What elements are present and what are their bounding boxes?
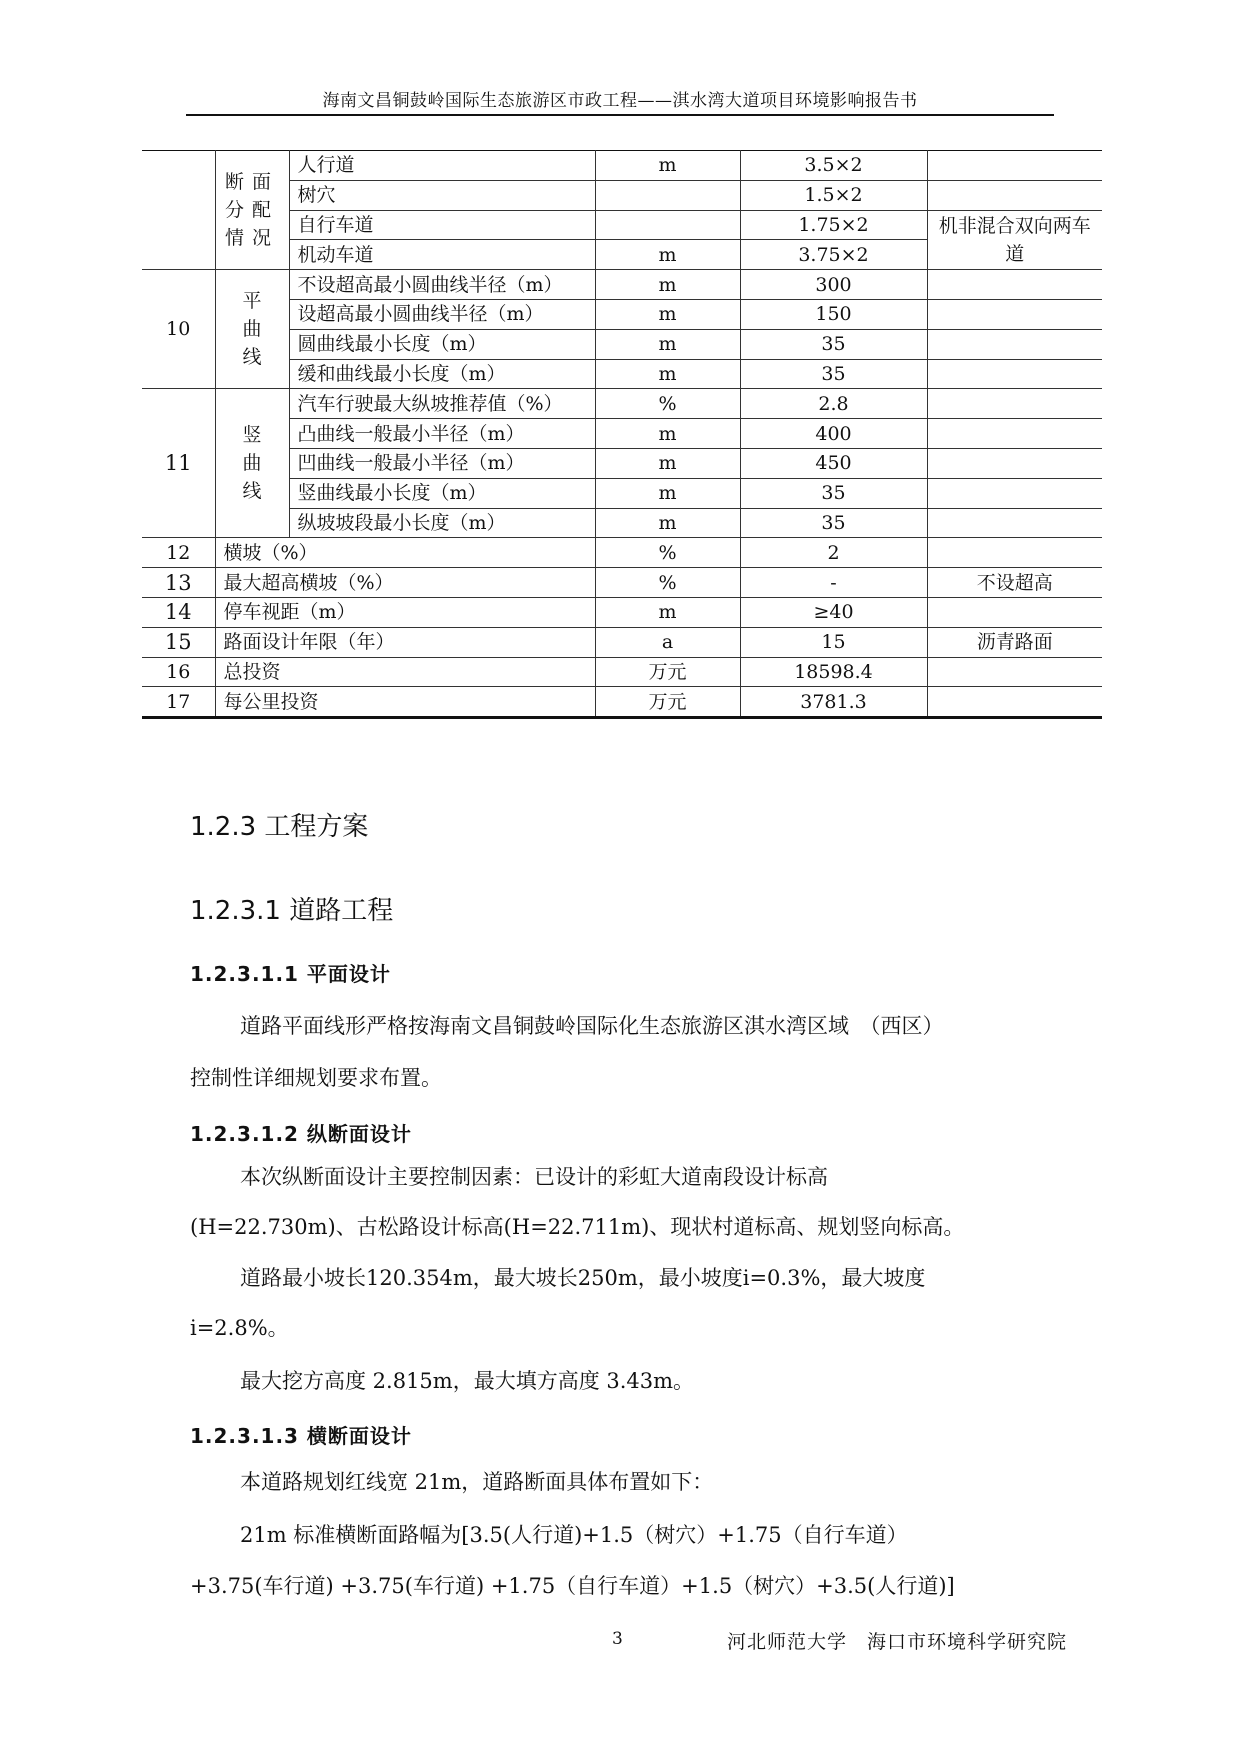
section-heading-1-2-3-1-3: 1.2.3.1.3 横断面设计 bbox=[190, 1424, 412, 1448]
paragraph-line: i=2.8%。 bbox=[190, 1316, 289, 1340]
row-number: 11 bbox=[142, 389, 215, 538]
value: 1.75×2 bbox=[740, 210, 927, 240]
footer-organization: 河北师范大学 海口市环境科学研究院 bbox=[727, 1631, 1068, 1653]
paragraph-line: 道路最小坡长120.354m，最大坡长250m，最小坡度i=0.3%，最大坡度 bbox=[240, 1266, 926, 1290]
unit bbox=[595, 180, 740, 210]
note: 机非混合双向两车道 bbox=[927, 210, 1102, 270]
item-name: 自行车道 bbox=[289, 210, 595, 240]
unit: m bbox=[595, 448, 740, 478]
value: 400 bbox=[740, 419, 927, 449]
paragraph-line: 最大挖方高度 2.815m，最大填方高度 3.43m。 bbox=[240, 1369, 695, 1393]
spec-table bbox=[142, 150, 1102, 719]
section-heading-1-2-3-1-1: 1.2.3.1.1 平面设计 bbox=[190, 962, 391, 986]
item-name: 路面设计年限（年） bbox=[215, 627, 595, 657]
note bbox=[927, 478, 1102, 508]
value: 15 bbox=[740, 627, 927, 657]
item-name: 凹曲线一般最小半径（m） bbox=[289, 448, 595, 478]
section-heading-1-2-3-1-2: 1.2.3.1.2 纵断面设计 bbox=[190, 1122, 412, 1146]
item-name: 设超高最小圆曲线半径（m） bbox=[289, 299, 595, 329]
note bbox=[927, 657, 1102, 687]
unit: m bbox=[595, 478, 740, 508]
item-name: 圆曲线最小长度（m） bbox=[289, 329, 595, 359]
paragraph-line: 本次纵断面设计主要控制因素：已设计的彩虹大道南段设计标高 bbox=[240, 1165, 828, 1189]
note bbox=[927, 687, 1102, 718]
value: 1.5×2 bbox=[740, 180, 927, 210]
item-name: 汽车行驶最大纵坡推荐值（%） bbox=[289, 389, 595, 419]
value: 3.75×2 bbox=[740, 240, 927, 270]
value: 450 bbox=[740, 448, 927, 478]
paragraph-line: 控制性详细规划要求布置。 bbox=[190, 1066, 442, 1090]
item-name: 缓和曲线最小长度（m） bbox=[289, 359, 595, 389]
item-name: 人行道 bbox=[289, 151, 595, 181]
item-name: 竖曲线最小长度（m） bbox=[289, 478, 595, 508]
row-number: 10 bbox=[142, 270, 215, 389]
group-label: 断面分配情况 bbox=[215, 151, 289, 270]
unit: m bbox=[595, 299, 740, 329]
table-row bbox=[142, 657, 1102, 687]
note bbox=[927, 359, 1102, 389]
paragraph-line: (H=22.730m)、古松路设计标高(H=22.711m)、现状村道标高、规划竖向标高。 bbox=[190, 1215, 965, 1239]
item-name: 树穴 bbox=[289, 180, 595, 210]
row-number: 13 bbox=[142, 568, 215, 598]
paragraph-line: +3.75(车行道) +3.75(车行道) +1.75（自行车道）+1.5（树穴）+3.5(人行道)] bbox=[190, 1574, 955, 1598]
note bbox=[927, 419, 1102, 449]
value: 300 bbox=[740, 270, 927, 300]
value: 150 bbox=[740, 299, 927, 329]
table-row bbox=[142, 627, 1102, 657]
table-row bbox=[142, 151, 1102, 181]
table-row bbox=[142, 687, 1102, 718]
value: 2.8 bbox=[740, 389, 927, 419]
note bbox=[927, 329, 1102, 359]
note bbox=[927, 299, 1102, 329]
value: 35 bbox=[740, 359, 927, 389]
item-name: 横坡（%） bbox=[215, 538, 595, 568]
item-name: 每公里投资 bbox=[215, 687, 595, 718]
value: 3781.3 bbox=[740, 687, 927, 718]
unit bbox=[595, 210, 740, 240]
header-rule bbox=[186, 114, 1054, 116]
note: 沥青路面 bbox=[927, 627, 1102, 657]
paragraph-line: 道路平面线形严格按海南文昌铜鼓岭国际化生态旅游区淇水湾区域 （西区） bbox=[240, 1014, 944, 1038]
note bbox=[927, 270, 1102, 300]
item-name: 凸曲线一般最小半径（m） bbox=[289, 419, 595, 449]
section-heading-1-2-3: 1.2.3 工程方案 bbox=[190, 812, 369, 842]
unit: m bbox=[595, 270, 740, 300]
unit: 万元 bbox=[595, 687, 740, 718]
item-name: 不设超高最小圆曲线半径（m） bbox=[289, 270, 595, 300]
unit: m bbox=[595, 419, 740, 449]
item-name: 最大超高横坡（%） bbox=[215, 568, 595, 598]
unit: m bbox=[595, 508, 740, 538]
note bbox=[927, 448, 1102, 478]
row-number: 14 bbox=[142, 597, 215, 627]
value: 35 bbox=[740, 478, 927, 508]
unit: m bbox=[595, 597, 740, 627]
item-name: 总投资 bbox=[215, 657, 595, 687]
row-number bbox=[142, 151, 215, 270]
item-name: 纵坡坡段最小长度（m） bbox=[289, 508, 595, 538]
table-row bbox=[142, 597, 1102, 627]
unit: % bbox=[595, 538, 740, 568]
section-heading-1-2-3-1: 1.2.3.1 道路工程 bbox=[190, 896, 394, 926]
note bbox=[927, 538, 1102, 568]
item-name: 停车视距（m） bbox=[215, 597, 595, 627]
table-row bbox=[142, 568, 1102, 598]
unit: m bbox=[595, 359, 740, 389]
paragraph-line: 21m 标准横断面路幅为[3.5(人行道)+1.5（树穴）+1.75（自行车道） bbox=[240, 1523, 908, 1547]
note bbox=[927, 151, 1102, 181]
group-label: 平曲线 bbox=[215, 270, 289, 389]
unit: 万元 bbox=[595, 657, 740, 687]
value: 18598.4 bbox=[740, 657, 927, 687]
note: 不设超高 bbox=[927, 568, 1102, 598]
note bbox=[927, 389, 1102, 419]
note bbox=[927, 508, 1102, 538]
value: 2 bbox=[740, 538, 927, 568]
row-number: 17 bbox=[142, 687, 215, 718]
paragraph-line: 本道路规划红线宽 21m，道路断面具体布置如下： bbox=[240, 1470, 714, 1494]
value: - bbox=[740, 568, 927, 598]
group-label: 竖曲线 bbox=[215, 389, 289, 538]
unit: % bbox=[595, 389, 740, 419]
table-row bbox=[142, 389, 1102, 419]
note bbox=[927, 597, 1102, 627]
value: 3.5×2 bbox=[740, 151, 927, 181]
value: ≥40 bbox=[740, 597, 927, 627]
unit: m bbox=[595, 329, 740, 359]
page-number: 3 bbox=[612, 1629, 623, 1649]
row-number: 15 bbox=[142, 627, 215, 657]
unit: m bbox=[595, 240, 740, 270]
running-header: 海南文昌铜鼓岭国际生态旅游区市政工程——淇水湾大道项目环境影响报告书 bbox=[322, 91, 918, 111]
unit: m bbox=[595, 151, 740, 181]
unit: % bbox=[595, 568, 740, 598]
table-row bbox=[142, 270, 1102, 300]
note bbox=[927, 180, 1102, 210]
row-number: 16 bbox=[142, 657, 215, 687]
value: 35 bbox=[740, 508, 927, 538]
row-number: 12 bbox=[142, 538, 215, 568]
unit: a bbox=[595, 627, 740, 657]
value: 35 bbox=[740, 329, 927, 359]
table-row bbox=[142, 538, 1102, 568]
item-name: 机动车道 bbox=[289, 240, 595, 270]
